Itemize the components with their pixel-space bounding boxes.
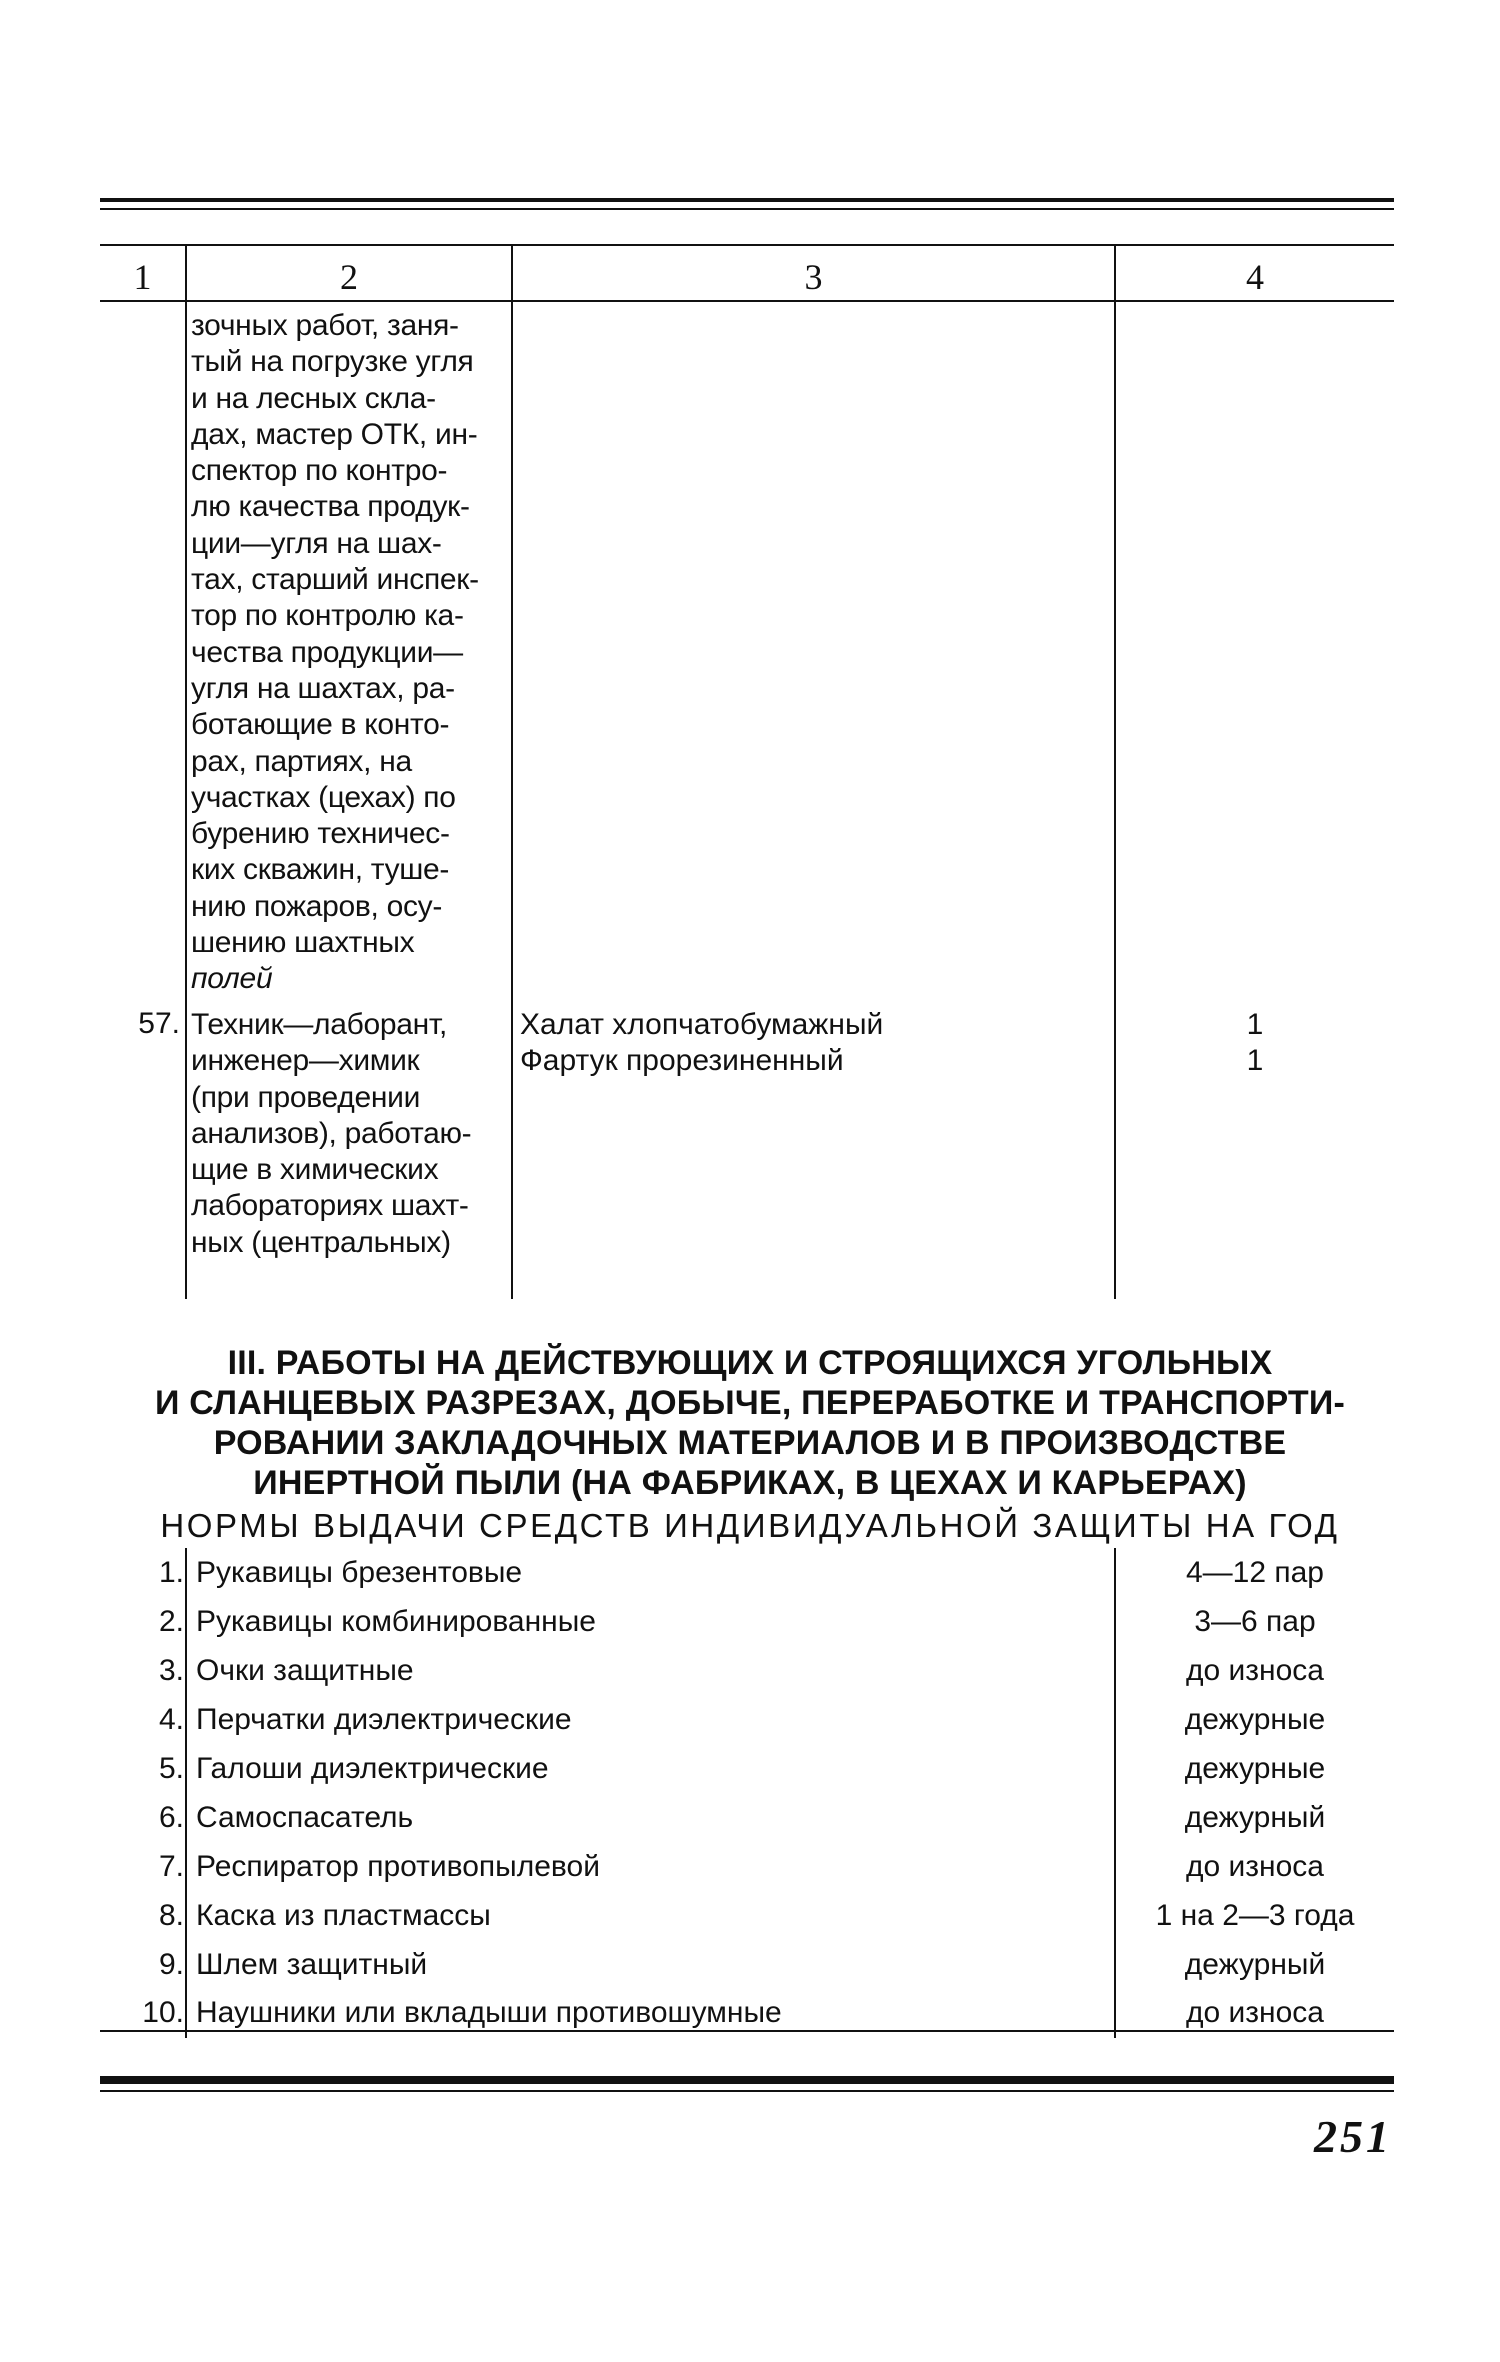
norm-quantity: дежурные: [1184, 1752, 1326, 1785]
norm-quantity: 1 на 2—3 года: [1155, 1899, 1355, 1932]
table-top-border: [100, 244, 1394, 246]
norm-quantity: 3—6 пар: [1194, 1605, 1316, 1638]
norm-number: 3.: [158, 1654, 184, 1687]
norm-item: Перчатки диэлектрические: [196, 1703, 572, 1736]
section-title-line: ИНЕРТНОЙ ПЫЛИ (НА ФАБРИКАХ, В ЦЕХАХ И КАРЬЕРАХ): [253, 1464, 1247, 1502]
row-57-quantities: [1120, 1007, 1390, 1079]
column-header-1: 1: [133, 257, 152, 297]
column-header-3: 3: [804, 257, 823, 297]
row-57-profession: [191, 1007, 516, 1261]
norm-row: [100, 1850, 1400, 1898]
norm-quantity: дежурный: [1184, 1948, 1326, 1981]
text-line: анализов), работаю-: [191, 1116, 472, 1150]
table-col-divider-1: [185, 244, 187, 1299]
norm-quantity: до износа: [1186, 1996, 1324, 2029]
text-line: спектор по контро-: [191, 454, 448, 488]
norm-number: 2.: [158, 1605, 184, 1638]
text-line: чества продукции—: [191, 635, 463, 669]
text-line: шению шахтных: [191, 926, 415, 960]
text-line: ции—угля на шах-: [191, 526, 442, 560]
norms-title: НОРМЫ ВЫДАЧИ СРЕДСТВ ИНДИВИДУАЛЬНОЙ ЗАЩИТЫ НА ГОД: [160, 1507, 1340, 1544]
norm-number: 6.: [158, 1801, 184, 1834]
norm-row: [100, 1703, 1400, 1751]
top-rule-2: [100, 208, 1394, 210]
text-line: угля на шахтах, ра-: [191, 671, 455, 705]
norm-number: 8.: [158, 1899, 184, 1932]
text-line: полей: [191, 962, 273, 996]
norm-item: Шлем защитный: [196, 1948, 428, 1981]
norm-quantity: до износа: [1186, 1654, 1324, 1687]
norm-item: Наушники или вкладыши противошумные: [196, 1996, 782, 2029]
norm-row: [100, 1654, 1400, 1702]
text-line: нию пожаров, осу-: [191, 889, 443, 923]
norm-quantity: дежурный: [1184, 1801, 1326, 1834]
bottom-rule-thick: [100, 2076, 1394, 2084]
quantity-line: 1: [1246, 1044, 1264, 1077]
text-line: ких скважин, туше-: [191, 853, 450, 887]
table-header-border: [100, 300, 1394, 302]
section-title-line: РОВАНИИ ЗАКЛАДОЧНЫХ МАТЕРИАЛОВ И В ПРОИЗВОДСТВЕ: [213, 1424, 1287, 1462]
norm-number: 5.: [158, 1752, 184, 1785]
norm-number: 9.: [158, 1948, 184, 1981]
text-line: (при проведении: [191, 1080, 421, 1114]
text-line: участках (цехах) по: [191, 780, 456, 814]
norm-item: Рукавицы брезентовые: [196, 1556, 523, 1589]
text-line: и на лесных скла-: [191, 381, 436, 415]
norm-number: 10.: [142, 1996, 184, 2029]
norm-quantity: 4—12 пар: [1185, 1556, 1324, 1589]
norm-number: 7.: [158, 1850, 184, 1883]
norm-row: [100, 1752, 1400, 1800]
text-line: рах, партиях, на: [191, 744, 412, 778]
column-header-2: 2: [340, 257, 358, 297]
text-line: Техник—лаборант,: [191, 1008, 448, 1041]
norm-number: 1.: [158, 1556, 184, 1589]
norm-item: Очки защитные: [196, 1654, 414, 1687]
text-line: тах, старший инспек-: [191, 563, 479, 597]
norm-row: [100, 1948, 1400, 1996]
norm-row: [100, 1899, 1400, 1947]
row-57-number: 57.: [138, 1007, 180, 1040]
norm-row: [100, 1556, 1400, 1604]
text-line: лю качества продук-: [191, 490, 470, 524]
text-line: ботающие в конто-: [191, 708, 450, 742]
norm-row: [100, 1605, 1400, 1653]
text-line: дах, мастер ОТК, ин-: [191, 417, 478, 451]
page-number: 251: [1314, 2111, 1392, 2162]
norm-quantity: дежурные: [1184, 1703, 1326, 1736]
text-line: бурению техничес-: [191, 817, 450, 851]
norm-item: Рукавицы комбинированные: [196, 1605, 596, 1638]
norm-quantity: до износа: [1186, 1850, 1324, 1883]
norm-item: Галоши диэлектрические: [196, 1752, 549, 1785]
text-line: ных (центральных): [191, 1225, 451, 1259]
top-rule-1: [100, 198, 1394, 202]
norm-item: Самоспасатель: [196, 1801, 414, 1834]
text-line: зочных работ, заня-: [191, 309, 459, 342]
text-line: тор по контролю ка-: [191, 599, 464, 633]
continued-profession-text: [191, 308, 516, 998]
norm-item: Каска из пластмассы: [196, 1899, 491, 1932]
item-line: Фартук прорезиненный: [520, 1044, 844, 1077]
column-header-4: 4: [1246, 257, 1264, 297]
quantity-line: 1: [1246, 1008, 1264, 1041]
section-title-line: III. РАБОТЫ НА ДЕЙСТВУЮЩИХ И СТРОЯЩИХСЯ УГОЛЬНЫХ: [227, 1344, 1273, 1382]
norm-row: [100, 1996, 1400, 2044]
text-line: инженер—химик: [191, 1044, 420, 1078]
text-line: тый на погрузке угля: [191, 345, 474, 379]
section-title: [100, 1343, 1400, 1503]
bottom-rule-thin: [100, 2090, 1394, 2092]
row-57-items: [520, 1007, 883, 1079]
norm-row: [100, 1801, 1400, 1849]
text-line: щие в химических: [191, 1153, 439, 1187]
section-title-line: И СЛАНЦЕВЫХ РАЗРЕЗАХ, ДОБЫЧЕ, ПЕРЕРАБОТКЕ И ТРАНСПОРТИ-: [154, 1384, 1346, 1422]
norm-item: Респиратор противопылевой: [196, 1850, 600, 1883]
text-line: лабораториях шахт-: [191, 1189, 469, 1223]
item-line: Халат хлопчатобумажный: [520, 1008, 884, 1041]
table-col-divider-3: [1114, 244, 1116, 1299]
norm-number: 4.: [158, 1703, 184, 1736]
